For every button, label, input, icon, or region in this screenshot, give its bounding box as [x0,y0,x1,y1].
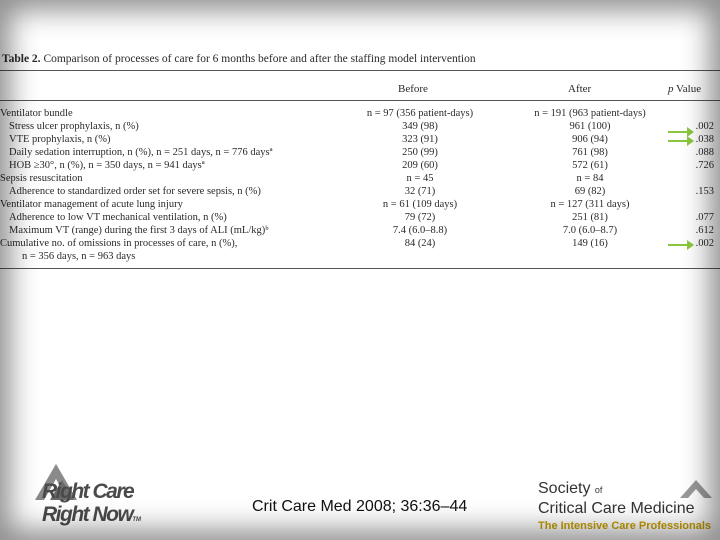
row-before: 7.4 (6.0–8.8) [392,225,448,236]
row-pvalue: .038 [695,134,714,145]
table-row [0,108,720,120]
table-row [0,134,720,146]
sccm-line2: Critical Care Medicine [538,500,695,517]
row-label: Maximum VT (range) during the first 3 days of ALI (mL/kg)ᵇ [9,225,269,236]
row-before: 250 (99) [402,147,438,158]
table-row [0,147,720,159]
table-row [0,225,720,237]
header-pvalue: p Value [668,83,702,95]
table-row [0,121,720,133]
row-before: 32 (71) [404,186,436,197]
row-after: 906 (94) [572,134,608,145]
row-label: Cumulative no. of omissions in processes of care, n (%), [0,238,238,249]
row-before: 209 (60) [402,160,438,171]
row-before: n = 61 (109 days) [382,199,458,210]
row-label: Ventilator bundle [0,108,73,119]
row-before: n = 97 (356 patient-days) [366,108,474,119]
header-before: Before [398,83,428,95]
table-row [0,199,720,211]
table-row [0,238,720,250]
row-pvalue: .726 [695,160,714,171]
citation: Crit Care Med 2008; 36:36–44 [252,498,468,515]
logo-line2: Right NowTM [42,503,141,526]
row-after: n = 84 [576,173,604,184]
sccm-mark-icon [678,478,714,500]
row-label: Adherence to low VT mechanical ventilation, n (%) [9,212,227,223]
row-label: Adherence to standardized order set for severe sepsis, n (%) [9,186,261,197]
row-after: n = 191 (963 patient-days) [534,108,646,119]
table-caption-text: Comparison of processes of care for 6 months before and after the staffing model intervention [43,53,476,65]
table-row [0,186,720,198]
highlight-arrow-icon [668,140,688,142]
row-after: 961 (100) [569,121,611,132]
header-rule [0,100,720,101]
sccm-tagline: The Intensive Care Professionals [538,520,712,532]
row-label: Sepsis resuscitation [0,173,83,184]
row-before: 84 (24) [404,238,436,249]
row-label: Daily sedation interruption, n (%), n = 251 days, n = 776 daysª [9,147,273,158]
row-after: 761 (98) [572,147,608,158]
row-after: 7.0 (6.0–8.7) [562,225,618,236]
row-pvalue: .002 [695,238,714,249]
row-label: n = 356 days, n = 963 days [22,251,136,262]
row-pvalue: .088 [695,147,714,158]
table-row [0,251,720,263]
row-after: 69 (82) [574,186,606,197]
row-before: 323 (91) [402,134,438,145]
right-care-logo [28,462,178,530]
highlight-arrow-icon [668,131,688,133]
highlight-arrow-icon [668,244,688,246]
row-after: 572 (61) [572,160,608,171]
bottom-rule [0,268,720,269]
row-pvalue: .002 [695,121,714,132]
table-row [0,173,720,185]
sccm-logo [538,480,718,536]
row-label: HOB ≥30°, n (%), n = 350 days, n = 941 daysª [9,160,205,171]
row-before: 79 (72) [404,212,436,223]
table-caption [2,53,476,65]
top-rule [0,70,720,71]
header-after: After [568,83,592,95]
row-before: n = 45 [406,173,434,184]
row-after: 149 (16) [572,238,608,249]
row-pvalue: .077 [695,212,714,223]
row-label: Ventilator management of acute lung injury [0,199,183,210]
row-before: 349 (98) [402,121,438,132]
table-caption-label: Table 2. [2,53,41,65]
table-row [0,160,720,172]
row-after: 251 (81) [572,212,608,223]
table-row [0,212,720,224]
row-label: Stress ulcer prophylaxis, n (%) [9,121,139,132]
sccm-line1: Society of [538,480,603,497]
row-label: VTE prophylaxis, n (%) [9,134,111,145]
logo-line1: Right Care [42,480,134,503]
row-after: n = 127 (311 days) [550,199,630,210]
row-pvalue: .153 [695,186,714,197]
row-pvalue: .612 [695,225,714,236]
